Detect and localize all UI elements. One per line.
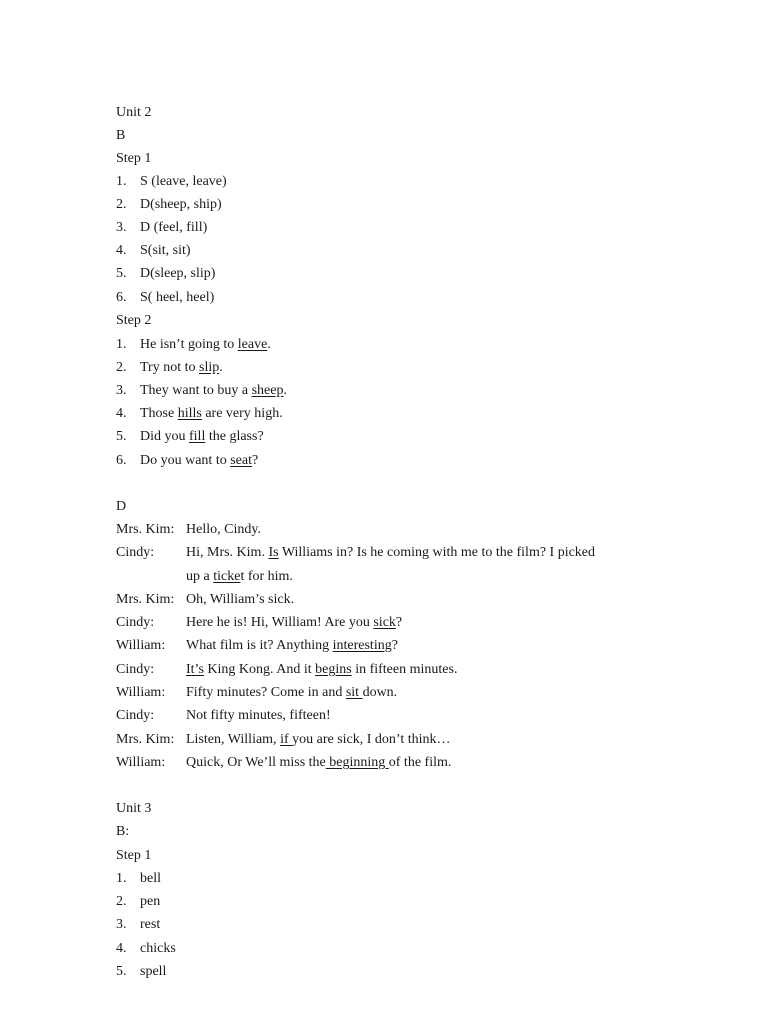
item-number: 1. <box>116 337 127 352</box>
list-item <box>116 405 283 423</box>
item-text: Those <box>140 406 178 421</box>
underlined-word: if <box>280 732 293 747</box>
speaker-name: William: <box>116 638 166 653</box>
dialogue-text: t for him. <box>240 569 293 584</box>
item-number: 4. <box>116 243 127 258</box>
list-item <box>116 265 215 283</box>
dialogue-text: Quick, Or We’ll miss the <box>186 755 326 770</box>
dialogue-text: Fifty minutes? Come in and <box>186 685 346 700</box>
dialogue-text: up a <box>186 569 214 584</box>
item-text: S( heel, heel) <box>140 290 215 305</box>
speaker-name: Mrs. Kim: <box>116 732 175 747</box>
dialogue-line <box>116 521 261 539</box>
dialogue-text: in fifteen minutes. <box>351 662 458 677</box>
item-text: D(sheep, ship) <box>140 197 222 212</box>
dialogue-line <box>116 754 451 772</box>
dialogue-line <box>116 591 294 609</box>
list-item <box>116 893 160 911</box>
speaker-name: Cindy: <box>116 708 155 723</box>
list-item <box>116 219 207 237</box>
item-text: are very high. <box>201 406 283 421</box>
underlined-word: leave <box>237 337 268 352</box>
item-number: 5. <box>116 266 127 281</box>
underlined-word: hills <box>177 406 202 421</box>
dialogue-line <box>116 707 331 725</box>
list-item <box>116 196 222 214</box>
list-item <box>116 336 271 354</box>
underlined-word: interesting <box>332 638 392 653</box>
dialogue-text: Not fifty minutes, fifteen! <box>186 708 331 723</box>
dialogue-text: ? <box>395 615 403 630</box>
underlined-word: seat <box>230 453 252 468</box>
item-text: the glass? <box>205 429 264 444</box>
item-number: 2. <box>116 360 127 375</box>
underlined-word: sit <box>345 685 363 700</box>
speaker-name: Cindy: <box>116 662 155 677</box>
item-text: Try not to <box>140 360 200 375</box>
list-item <box>116 916 160 934</box>
item-number: 6. <box>116 290 127 305</box>
item-number: 4. <box>116 941 127 956</box>
unit2-step2-title: Step 2 <box>116 313 152 328</box>
item-text: D(sleep, slip) <box>140 266 216 281</box>
speaker-name: Cindy: <box>116 545 155 560</box>
item-number: 5. <box>116 429 127 444</box>
list-item <box>116 289 214 307</box>
dialogue-line <box>116 544 595 562</box>
item-text: spell <box>140 964 167 979</box>
speaker-name: Mrs. Kim: <box>116 522 175 537</box>
dialogue-text: of the film. <box>388 755 452 770</box>
dialogue-text: Here he is! Hi, William! Are you <box>186 615 374 630</box>
speaker-name: Mrs. Kim: <box>116 592 175 607</box>
dialogue-text: Hello, Cindy. <box>186 522 261 537</box>
item-number: 2. <box>116 197 127 212</box>
speaker-name: William: <box>116 755 166 770</box>
item-text: . <box>267 337 271 352</box>
item-number: 3. <box>116 917 127 932</box>
dialogue-line <box>116 661 457 679</box>
unit3-title: Unit 3 <box>116 801 152 816</box>
list-item <box>116 870 161 888</box>
dialogue-text: King Kong. And it <box>203 662 316 677</box>
unit3-section-b: B: <box>116 824 130 839</box>
item-number: 4. <box>116 406 127 421</box>
dialogue-line <box>116 731 451 749</box>
item-text: bell <box>140 871 161 886</box>
underlined-word: fill <box>189 429 206 444</box>
list-item <box>116 382 287 400</box>
unit2-section-d: D <box>116 499 127 514</box>
item-text: He isn’t going to <box>140 337 238 352</box>
dialogue-line <box>116 568 293 586</box>
item-number: 6. <box>116 453 127 468</box>
underlined-word: slip <box>199 360 220 375</box>
underlined-word: sheep <box>251 383 284 398</box>
list-item <box>116 428 264 446</box>
item-text: D (feel, fill) <box>140 220 208 235</box>
dialogue-text: Williams in? Is he coming with me to the film? I picked <box>278 545 596 560</box>
speaker-name: William: <box>116 685 166 700</box>
dialogue-text: ? <box>391 638 398 653</box>
list-item <box>116 452 258 470</box>
item-text: Do you want to <box>140 453 231 468</box>
item-text: rest <box>140 917 161 932</box>
underlined-word: Is <box>268 545 279 560</box>
item-number: 2. <box>116 894 127 909</box>
dialogue-text: down. <box>362 685 398 700</box>
item-text: chicks <box>140 941 176 956</box>
underlined-word: begins <box>315 662 352 677</box>
dialogue-line <box>116 614 402 632</box>
underlined-word: beginning <box>325 755 389 770</box>
list-item <box>116 359 223 377</box>
unit2-section-b: B <box>116 128 126 143</box>
item-number: 1. <box>116 174 127 189</box>
underlined-word: sick <box>373 615 396 630</box>
list-item <box>116 173 227 191</box>
item-text: ? <box>251 453 259 468</box>
dialogue-text: Hi, Mrs. Kim. <box>186 545 269 560</box>
dialogue-text: you are sick, I don’t think… <box>292 732 451 747</box>
item-text: S (leave, leave) <box>140 174 227 189</box>
item-text: . <box>283 383 287 398</box>
underlined-word: ticke <box>213 569 241 584</box>
list-item <box>116 963 166 981</box>
speaker-name: Cindy: <box>116 615 155 630</box>
dialogue-text: What film is it? Anything <box>186 638 333 653</box>
item-text: They want to buy a <box>140 383 252 398</box>
dialogue-line <box>116 637 398 655</box>
underlined-word: It’s <box>186 662 204 677</box>
item-number: 3. <box>116 383 127 398</box>
item-number: 1. <box>116 871 127 886</box>
list-item <box>116 940 176 958</box>
dialogue-text: Oh, William’s sick. <box>186 592 295 607</box>
unit3-step1-title: Step 1 <box>116 848 152 863</box>
item-text: S(sit, sit) <box>140 243 191 258</box>
dialogue-text: Listen, William, <box>186 732 281 747</box>
item-number: 3. <box>116 220 127 235</box>
unit2-title: Unit 2 <box>116 105 152 120</box>
list-item <box>116 242 191 260</box>
item-text: Did you <box>140 429 189 444</box>
dialogue-line <box>116 684 397 702</box>
item-number: 5. <box>116 964 127 979</box>
item-text: . <box>219 360 223 375</box>
item-text: pen <box>140 894 161 909</box>
unit2-step1-title: Step 1 <box>116 151 152 166</box>
